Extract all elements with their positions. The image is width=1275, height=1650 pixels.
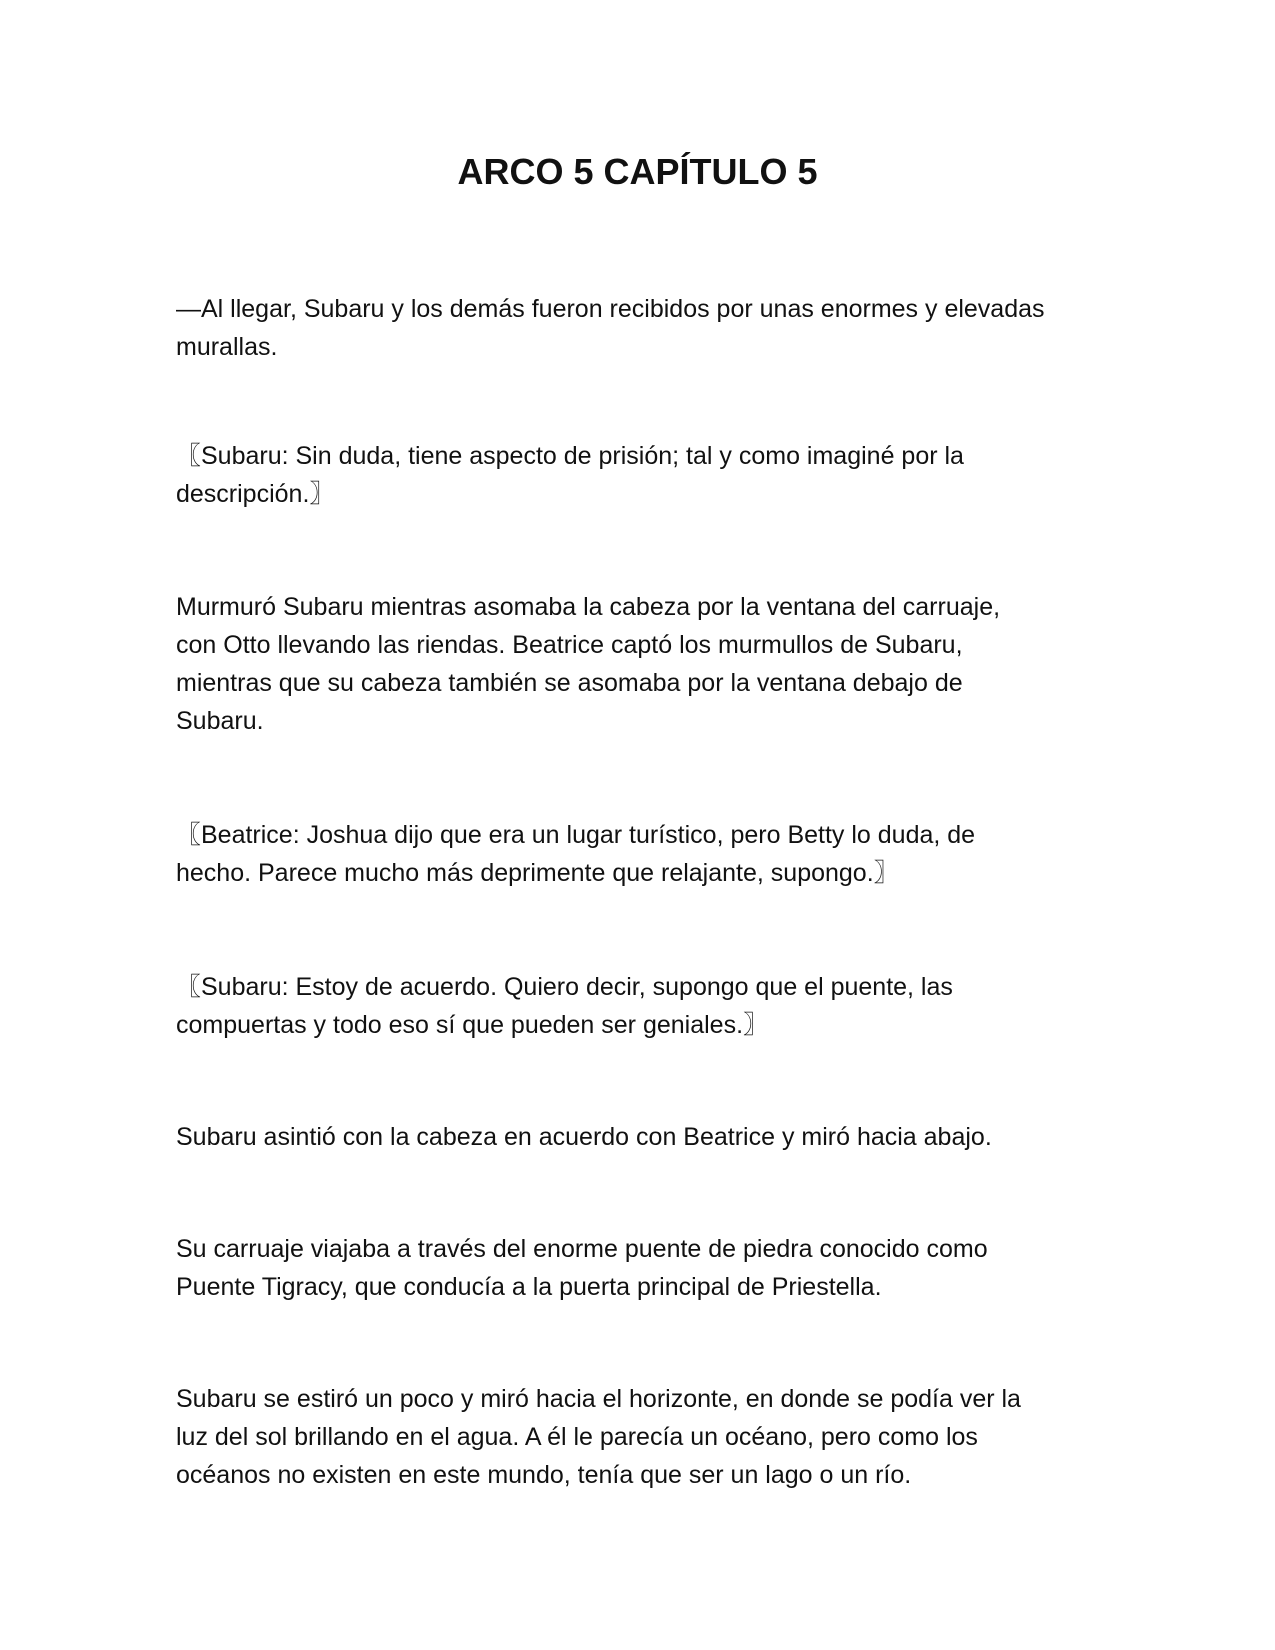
paragraph-narration-4: Su carruaje viajaba a través del enorme puente de piedra conocido como Puente Tigracy, que conducía a la puerta principal de Priestella. bbox=[176, 1235, 988, 1301]
paragraph-narration-2: Murmuró Subaru mientras asomaba la cabeza por la ventana del carruaje, con Otto llevando las riendas. Beatrice captó los murmullos de Subaru, mientras que su cabeza también se asomaba por la ventana debajo de Subaru. bbox=[176, 593, 1001, 735]
paragraph-narration-3: Subaru asintió con la cabeza en acuerdo con Beatrice y miró hacia abajo. bbox=[176, 1123, 992, 1151]
paragraph-dialogue-subaru-1: 〖Subaru: Sin duda, tiene aspecto de prisión; tal y como imaginé por la descripción.〗 bbox=[176, 442, 964, 508]
paragraph-dialogue-beatrice: 〖Beatrice: Joshua dijo que era un lugar turístico, pero Betty lo duda, de hecho. Parece mucho más deprimente que relajante, supongo.〗 bbox=[176, 821, 976, 887]
paragraph-narration-5: Subaru se estiró un poco y miró hacia el horizonte, en donde se podía ver la luz del sol brillando en el agua. A él le parecía un océano, pero como los océanos no existen en este mundo, tenía que ser un lago o un río. bbox=[176, 1385, 1021, 1489]
paragraph-dialogue-subaru-2: 〖Subaru: Estoy de acuerdo. Quiero decir, supongo que el puente, las compuertas y todo eso sí que pueden ser geniales.〗 bbox=[176, 973, 953, 1039]
paragraph-narration-1: —Al llegar, Subaru y los demás fueron recibidos por unas enormes y elevadas murallas. bbox=[176, 295, 1045, 361]
chapter-title: ARCO 5 CAPÍTULO 5 bbox=[457, 151, 818, 192]
